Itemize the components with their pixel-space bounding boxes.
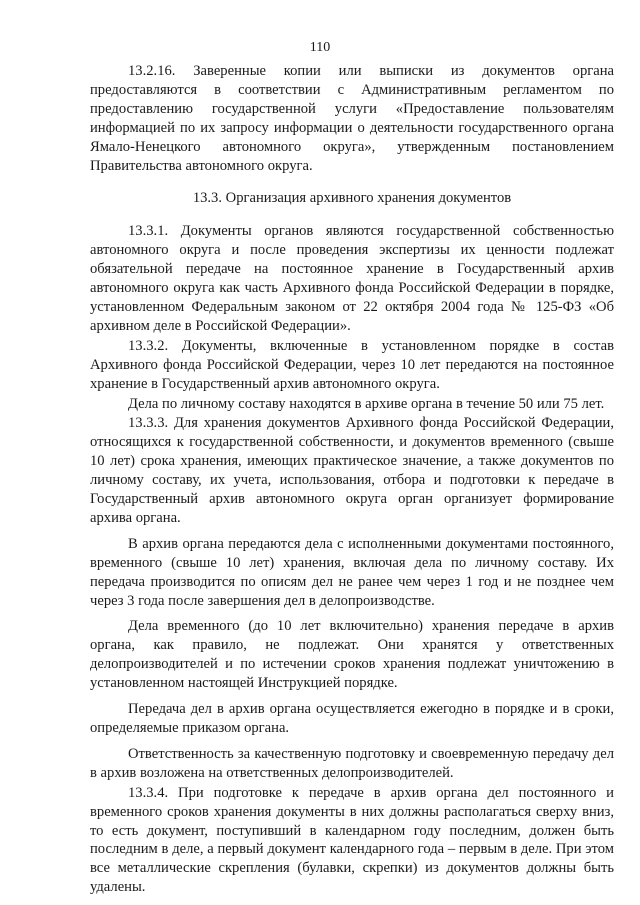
paragraph-archive-transfer: В архив органа передаются дела с исполненными документами постоянного, временного (свыше 10 лет) хранения, включая дела по личному составу. Их передача производится по описям дел не ранее чем через 1 год и не позднее чем через 3 года после завершения дел в делопроизводстве.: [90, 535, 614, 609]
paragraph-personnel-files: Дела по личному составу находятся в архиве органа в течение 50 или 75 лет.: [128, 395, 605, 412]
paragraph-13-2-16: 13.2.16. Заверенные копии или выписки из документов органа предоставляются в соответствии с Административным регламентом по предоставлению государственной услуги «Предоставление пользователям информацией по их запросу информации о деятельности государственного органа Ямало-Ненецкого автономного округа», утвержденным постановлением Правительства автономного округа.: [90, 63, 614, 174]
paragraph-13-3-3: 13.3.3. Для хранения документов Архивного фонда Российской Федерации, относящихся к государственной собственности, и документов временного (свыше 10 лет) срока хранения, имеющих практическое значение, а также документов по личному составу, их учета, использования, отбора и подготовки к передаче в Государственный архив автономного округа орган организует формирование архива органа.: [90, 415, 614, 526]
paragraph-transfer-schedule: Передача дел в архив органа осуществляется ежегодно в порядке и в сроки, определяемые приказом органа.: [90, 701, 614, 736]
paragraph-13-3-1: 13.3.1. Документы органов являются государственной собственностью автономного округа и после проведения экспертизы их ценности подлежат обязательной передаче на постоянное хранение в Государственный архив автономного округа как часть Архивного фонда Российской Федерации в порядке, установленном Федеральным законом от 22 октября 2004 года № 125-ФЗ «Об архивном деле в Российской Федерации».: [90, 223, 614, 334]
paragraph-13-3-4: 13.3.4. При подготовке к передаче в архив органа дел постоянного и временного сроков хранения документы в них должны располагаться сверху вниз, то есть документ, поступивший в календарном году последним, должен быть последним в деле, а первый документ календарного года – первым в деле. При этом все металлические скрепления (булавки, скрепки) из документов должны быть удалены.: [90, 784, 614, 896]
page-number: 110: [309, 40, 331, 55]
section-title: 13.3. Организация архивного хранения документов: [192, 190, 512, 207]
paragraph-responsibility: Ответственность за качественную подготовку и своевременную передачу дел в архив возложена на ответственных делопроизводителей.: [90, 745, 614, 781]
document-body: [90, 62, 614, 897]
paragraph-13-3-2: 13.3.2. Документы, включенные в установленном порядке в состав Архивного фонда Российской Федерации, через 10 лет передаются на постоянное хранение в Государственный архив автономного округа.: [90, 337, 614, 392]
paragraph-temporary-files: Дела временного (до 10 лет включительно) хранения передаче в архив органа, как правило, не подлежат. Они хранятся у ответственных делопроизводителей и по истечении сроков хранения подлежат уничтожению в установленном настоящей Инструкцией порядке.: [90, 618, 614, 692]
